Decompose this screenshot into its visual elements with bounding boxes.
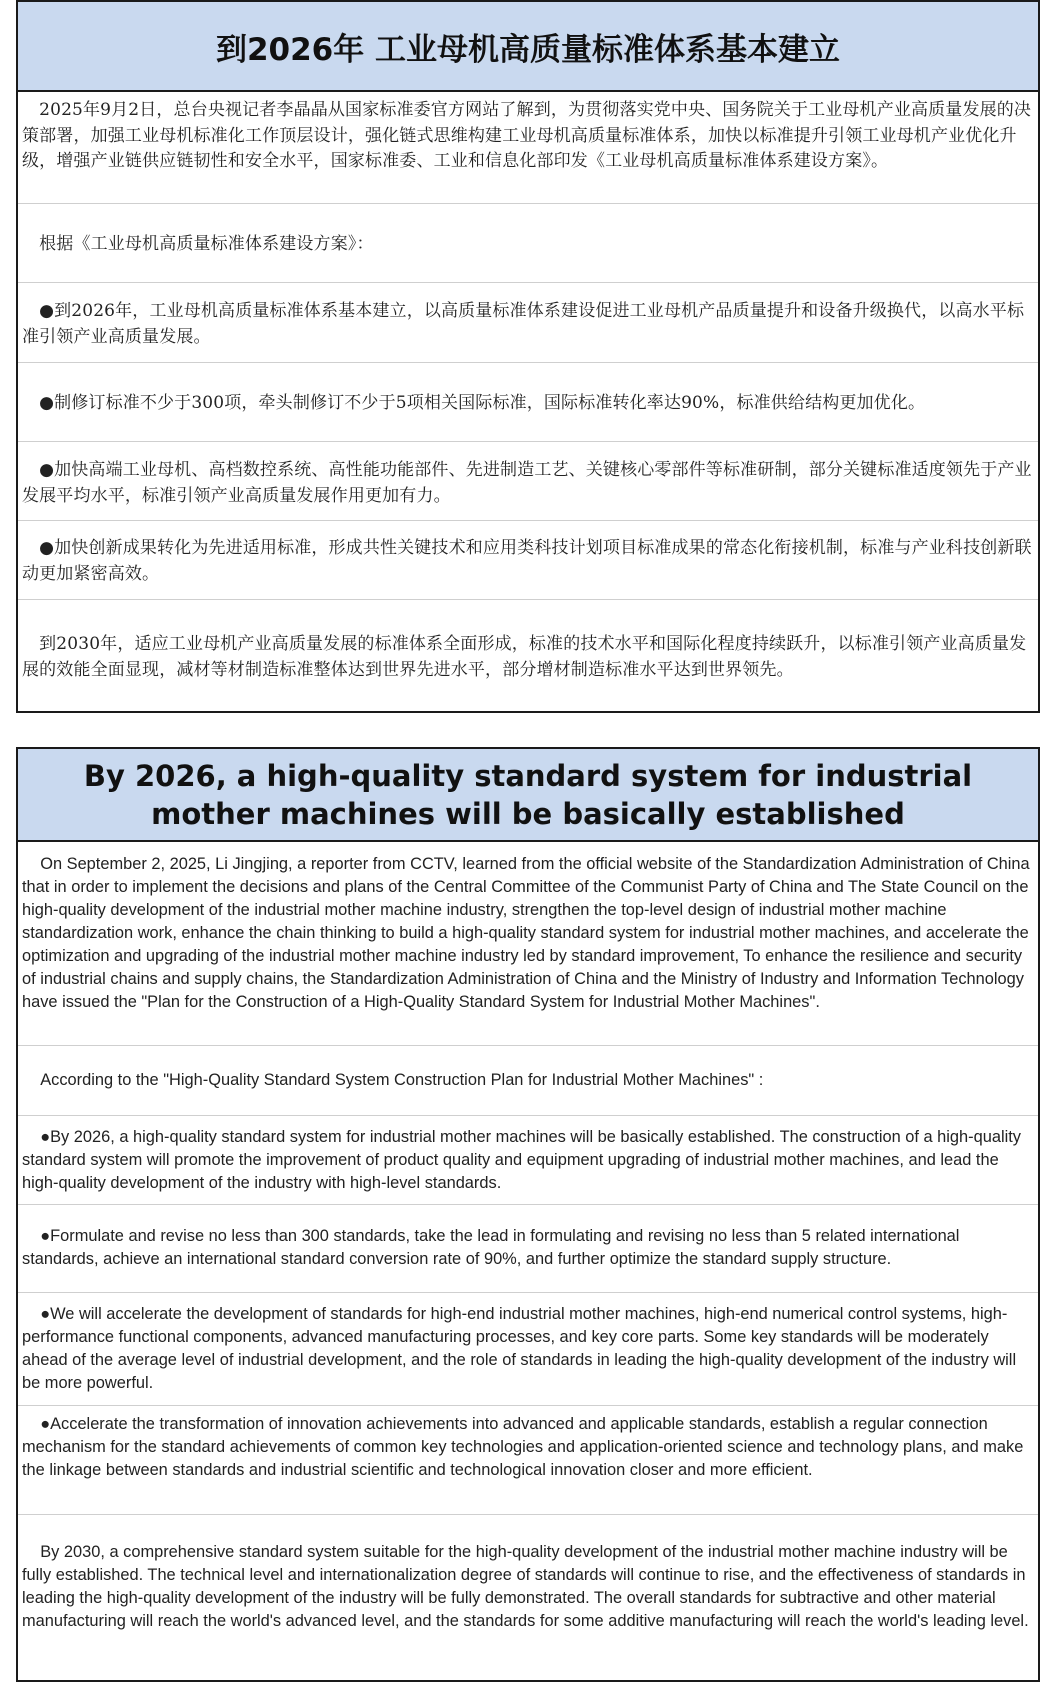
divider bbox=[18, 1204, 1038, 1205]
english-article-title: By 2026, a high-quality standard system for industrial mother machines will be basically established bbox=[18, 749, 1038, 842]
cn-paragraph-according: 根据《工业母机高质量标准体系建设方案》： bbox=[22, 234, 374, 254]
cn-bullet-2026: ●到2026年，工业母机高质量标准体系基本建立，以高质量标准体系建设促进工业母机产品质量提升和设备升级换代，以高水平标准引领产业高质量发展。 bbox=[22, 301, 1025, 347]
chinese-article-box bbox=[16, 0, 1040, 713]
divider bbox=[18, 282, 1038, 283]
divider bbox=[18, 362, 1038, 363]
en-paragraph-2030: By 2030, a comprehensive standard system suitable for the high-quality development of the industrial mother machine industry will be fully established. The technical level and internationalization degree of standards will continue to rise, and the effectiveness of standards in leading the high-quality development of the industry will be fully demonstrated. The overall standards for subtractive and other material manufacturing will reach the world's advanced level, and the standards for some additive manufacturing will reach the world's leading level. bbox=[22, 1543, 1029, 1630]
cn-bullet-standards-count: ●制修订标准不少于300项，牵头制修订不少于5项相关国际标准，国际标准转化率达90%，标准供给结构更加优化。 bbox=[22, 393, 926, 413]
en-paragraph-intro: On September 2, 2025, Li Jingjing, a reporter from CCTV, learned from the official website of the Standardization Administration of China that in order to implement the decisions and plans of the Central Committee of the Communist Party of China and The State Council on the high-quality development of the industrial mother machine industry, strengthen the top-level design of industrial mother machine standardization work, enhance the chain thinking to build a high-quality standard system for industrial mother machines, and accelerate the optimization and upgrading of the industrial mother machine industry led by standard improvement, To enhance the resilience and security of industrial chains and supply chains, the Standardization Administration of China and the Ministry of Industry and Information Technology have issued the "Plan for the Construction of a High-Quality Standard System for Industrial Mother Machines". bbox=[22, 855, 1030, 1011]
divider bbox=[18, 599, 1038, 600]
divider bbox=[18, 520, 1038, 521]
divider bbox=[18, 203, 1038, 204]
divider bbox=[18, 1292, 1038, 1293]
divider bbox=[18, 1405, 1038, 1406]
en-bullet-standards-count: ●Formulate and revise no less than 300 standards, take the lead in formulating and revising no less than 5 related international standards, achieve an international standard conversion rate of 90%, and further optimize the standard supply structure. bbox=[22, 1227, 960, 1268]
divider bbox=[18, 1115, 1038, 1116]
cn-paragraph-intro: 2025年9月2日，总台央视记者李晶晶从国家标准委官方网站了解到，为贯彻落实党中央、国务院关于工业母机产业高质量发展的决策部署，加强工业母机标准化工作顶层设计，强化链式思维构建工业母机高质量标准体系，加快以标准提升引领工业母机产业优化升级，增强产业链供应链韧性和安全水平，国家标准委、工业和信息化部印发《工业母机高质量标准体系建设方案》。 bbox=[22, 100, 1032, 171]
en-bullet-innovation: ●Accelerate the transformation of innovation achievements into advanced and applicable standards, establish a regular connection mechanism for the standard achievements of common key technologies and application-oriented science and technology plans, and make the linkage between standards and industrial scientific and technological innovation closer and more efficient. bbox=[22, 1415, 1024, 1479]
english-article-box bbox=[16, 747, 1040, 1682]
cn-paragraph-2030: 到2030年，适应工业母机产业高质量发展的标准体系全面形成，标准的技术水平和国际化程度持续跃升，以标准引领产业高质量发展的效能全面显现，减材等材制造标准整体达到世界先进水平，部分增材制造标准水平达到世界领先。 bbox=[22, 634, 1027, 680]
chinese-article-title: 到2026年 工业母机高质量标准体系基本建立 bbox=[18, 2, 1038, 92]
divider bbox=[18, 1045, 1038, 1046]
divider bbox=[18, 441, 1038, 442]
cn-bullet-high-end: ●加快高端工业母机、高档数控系统、高性能功能部件、先进制造工艺、关键核心零部件等标准研制，部分关键标准适度领先于产业发展平均水平，标准引领产业高质量发展作用更加有力。 bbox=[22, 460, 1032, 506]
en-paragraph-according: According to the "High-Quality Standard System Construction Plan for Industrial Mother Machines" : bbox=[22, 1071, 764, 1089]
cn-bullet-innovation: ●加快创新成果转化为先进适用标准，形成共性关键技术和应用类科技计划项目标准成果的常态化衔接机制，标准与产业科技创新联动更加紧密高效。 bbox=[22, 538, 1032, 584]
en-bullet-high-end: ●We will accelerate the development of standards for high-end industrial mother machines, high-end numerical control systems, high-performance functional components, advanced manufacturing processes, and key core parts. Some key standards will be moderately ahead of the average level of industrial development, and the role of standards in leading the high-quality development of the industry will be more powerful. bbox=[22, 1305, 1017, 1392]
en-bullet-2026: ●By 2026, a high-quality standard system for industrial mother machines will be basically established. The construction of a high-quality standard system will promote the improvement of product quality and equipment upgrading of industrial mother machines, and lead the high-quality development of the industry with high-level standards. bbox=[22, 1128, 1022, 1192]
divider bbox=[18, 1514, 1038, 1515]
